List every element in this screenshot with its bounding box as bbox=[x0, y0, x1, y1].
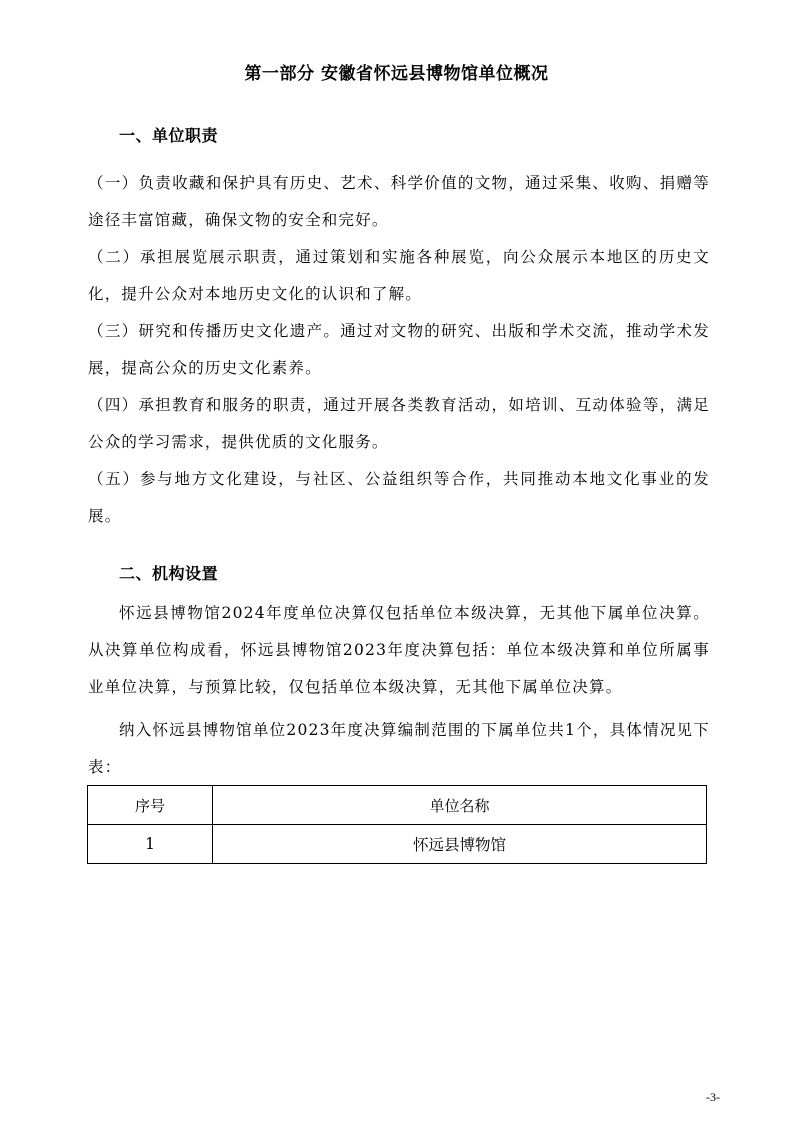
table-row bbox=[88, 825, 707, 864]
duty-item-3: （三）研究和传播历史文化遗产。通过对文物的研究、出版和学术交流，推动学术发展，提高公众的历史文化素养。 bbox=[88, 322, 710, 377]
duty-item-5: （五）参与地方文化建设，与社区、公益组织等合作，共同推动本地文化事业的发展。 bbox=[88, 470, 710, 525]
organization-paragraph-1: 怀远县博物馆2024年度单位决算仅包括单位本级决算，无其他下属单位决算。从决算单位构成看，怀远县博物馆2023年度决算包括：单位本级决算和单位所属事业单位决算，与预算比较，仅包括单位本级决算，无其他下属单位决算。 bbox=[88, 604, 710, 696]
table-header-row bbox=[88, 786, 707, 825]
section-heading-duties: 一、单位职责 bbox=[119, 126, 219, 145]
duty-item-4: （四）承担教育和服务的职责，通过开展各类教育活动，如培训、互动体验等，满足公众的学习需求，提供优质的文化服务。 bbox=[88, 396, 710, 451]
section-heading-organization: 二、机构设置 bbox=[119, 564, 219, 583]
page-number: -3- bbox=[706, 1090, 720, 1104]
page-title: 第一部分 安徽省怀远县博物馆单位概况 bbox=[244, 64, 549, 84]
table-header-seq: 序号 bbox=[88, 786, 213, 825]
table-header-unit-name: 单位名称 bbox=[213, 786, 707, 825]
duty-item-1: （一）负责收藏和保护具有历史、艺术、科学价值的文物，通过采集、收购、捐赠等途径丰富馆藏，确保文物的安全和完好。 bbox=[88, 174, 710, 229]
subordinate-units-table bbox=[87, 785, 707, 864]
table-cell-seq: 1 bbox=[88, 825, 213, 864]
organization-paragraph-2: 纳入怀远县博物馆单位2023年度决算编制范围的下属单位共1个，具体情况见下表： bbox=[88, 721, 710, 776]
table-cell-unit-name: 怀远县博物馆 bbox=[213, 825, 707, 864]
duty-item-2: （二）承担展览展示职责，通过策划和实施各种展览，向公众展示本地区的历史文化，提升公众对本地历史文化的认识和了解。 bbox=[88, 248, 710, 303]
